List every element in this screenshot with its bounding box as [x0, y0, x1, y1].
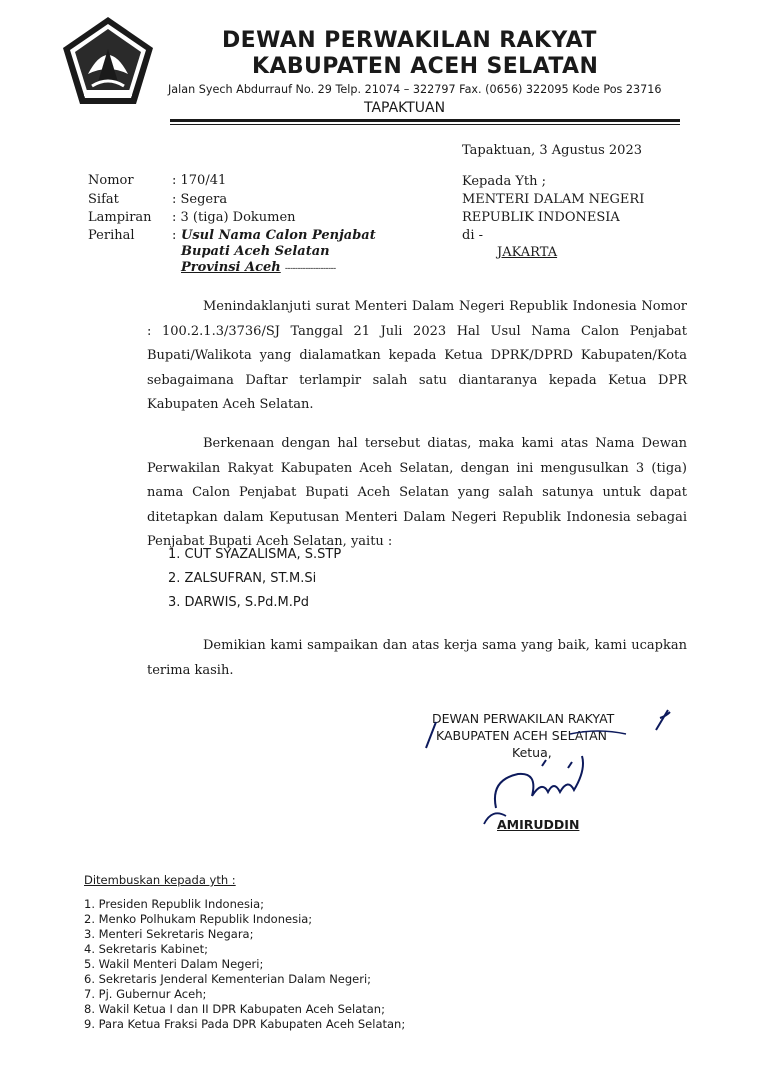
cc-item-7: 7. Pj. Gubernur Aceh; [84, 987, 207, 1001]
cc-item-4: 4. Sekretaris Kabinet; [84, 942, 208, 956]
signature-region: KABUPATEN ACEH SELATAN [436, 728, 607, 743]
nomor-value: : 170/41 [172, 173, 227, 188]
handwritten-signature-icon [420, 700, 690, 830]
perihal-line-2: Bupati Aceh Selatan [181, 244, 330, 259]
letter-date: Tapaktuan, 3 Agustus 2023 [462, 143, 642, 158]
recipient-line-1: MENTERI DALAM NEGERI [462, 192, 645, 207]
signature-institution: DEWAN PERWAKILAN RAKYAT [432, 711, 615, 726]
perihal-line-1: Usul Nama Calon Penjabat [181, 228, 376, 243]
cc-item-6: 6. Sekretaris Jenderal Kementerian Dalam Negeri; [84, 972, 372, 986]
perihal-colon: : [172, 228, 177, 243]
candidate-item-3: 3. DARWIS, S.Pd.M.Pd [168, 595, 309, 610]
letterhead-region: KABUPATEN ACEH SELATAN [252, 54, 599, 79]
letterhead-city: TAPAKTUAN [364, 100, 446, 116]
lampiran-value: : 3 (tiga) Dokumen [172, 210, 296, 225]
cc-item-5: 5. Wakil Menteri Dalam Negeri; [84, 957, 264, 971]
regency-emblem-icon [58, 14, 158, 110]
candidate-item-2: 2. ZALSUFRAN, ST.M.Si [168, 571, 317, 586]
recipient-city: JAKARTA [497, 245, 558, 260]
cc-item-8: 8. Wakil Ketua I dan II DPR Kabupaten Aceh Selatan; [84, 1002, 385, 1016]
lampiran-label: Lampiran [88, 210, 152, 225]
perihal-line-3-text: Provinsi Aceh [181, 260, 281, 275]
body-paragraph-1: Menindaklanjuti surat Menteri Dalam Negeri Republik Indonesia Nomor : 100.2.1.3/3736/SJ Tanggal 21 Juli 2023 Hal Usul Nama Calon Penjabat Bupati/Walikota yang dialamatkan kepada Ketua DPRK/DPRD Kabupaten/Kota sebagaimana Daftar terlampir salah satu diantaranya kepada Ketua DPR Kabupaten Aceh Selatan. [147, 299, 687, 413]
recipient-greeting: Kepada Yth ; [462, 174, 547, 189]
letterhead-rule-thick [170, 119, 680, 122]
sifat-value: : Segera [172, 192, 228, 207]
perihal-dashes: -------------------- [284, 264, 336, 274]
sifat-label: Sifat [88, 192, 119, 207]
letterhead-address: Jalan Syech Abdurrauf No. 29 Telp. 21074 – 322797 Fax. (0656) 322095 Kode Pos 23716 [168, 83, 662, 96]
perihal-line-3 [181, 260, 336, 275]
body-paragraph-2: Berkenaan dengan hal tersebut diatas, maka kami atas Nama Dewan Perwakilan Rakyat Kabupaten Aceh Selatan, dengan ini mengusulkan 3 (tiga) nama Calon Penjabat Bupati Aceh Selatan yang salah satunya untuk dapat ditetapkan dalam Keputusan Menteri Dalam Negeri Republik Indonesia sebagai Penjabat Bupati Aceh Selatan, yaitu : [147, 436, 687, 550]
candidate-item-1: 1. CUT SYAZALISMA, S.STP [168, 547, 342, 562]
recipient-line-2: REPUBLIK INDONESIA [462, 210, 620, 225]
cc-item-1: 1. Presiden Republik Indonesia; [84, 897, 265, 911]
signature-title: Ketua, [512, 745, 552, 760]
letterhead-rule-thin [170, 124, 680, 125]
cc-item-9: 9. Para Ketua Fraksi Pada DPR Kabupaten Aceh Selatan; [84, 1017, 406, 1031]
nomor-label: Nomor [88, 173, 134, 188]
signatory-name: AMIRUDDIN [497, 817, 580, 832]
body-paragraph-3: Demikian kami sampaikan dan atas kerja sama yang baik, kami ucapkan terima kasih. [147, 638, 687, 678]
letterhead-institution: DEWAN PERWAKILAN RAKYAT [222, 28, 597, 53]
recipient-at: di - [462, 228, 484, 243]
cc-heading: Ditembuskan kepada yth : [84, 873, 236, 887]
cc-item-3: 3. Menteri Sekretaris Negara; [84, 927, 254, 941]
cc-item-2: 2. Menko Polhukam Republik Indonesia; [84, 912, 313, 926]
perihal-label: Perihal [88, 228, 135, 243]
